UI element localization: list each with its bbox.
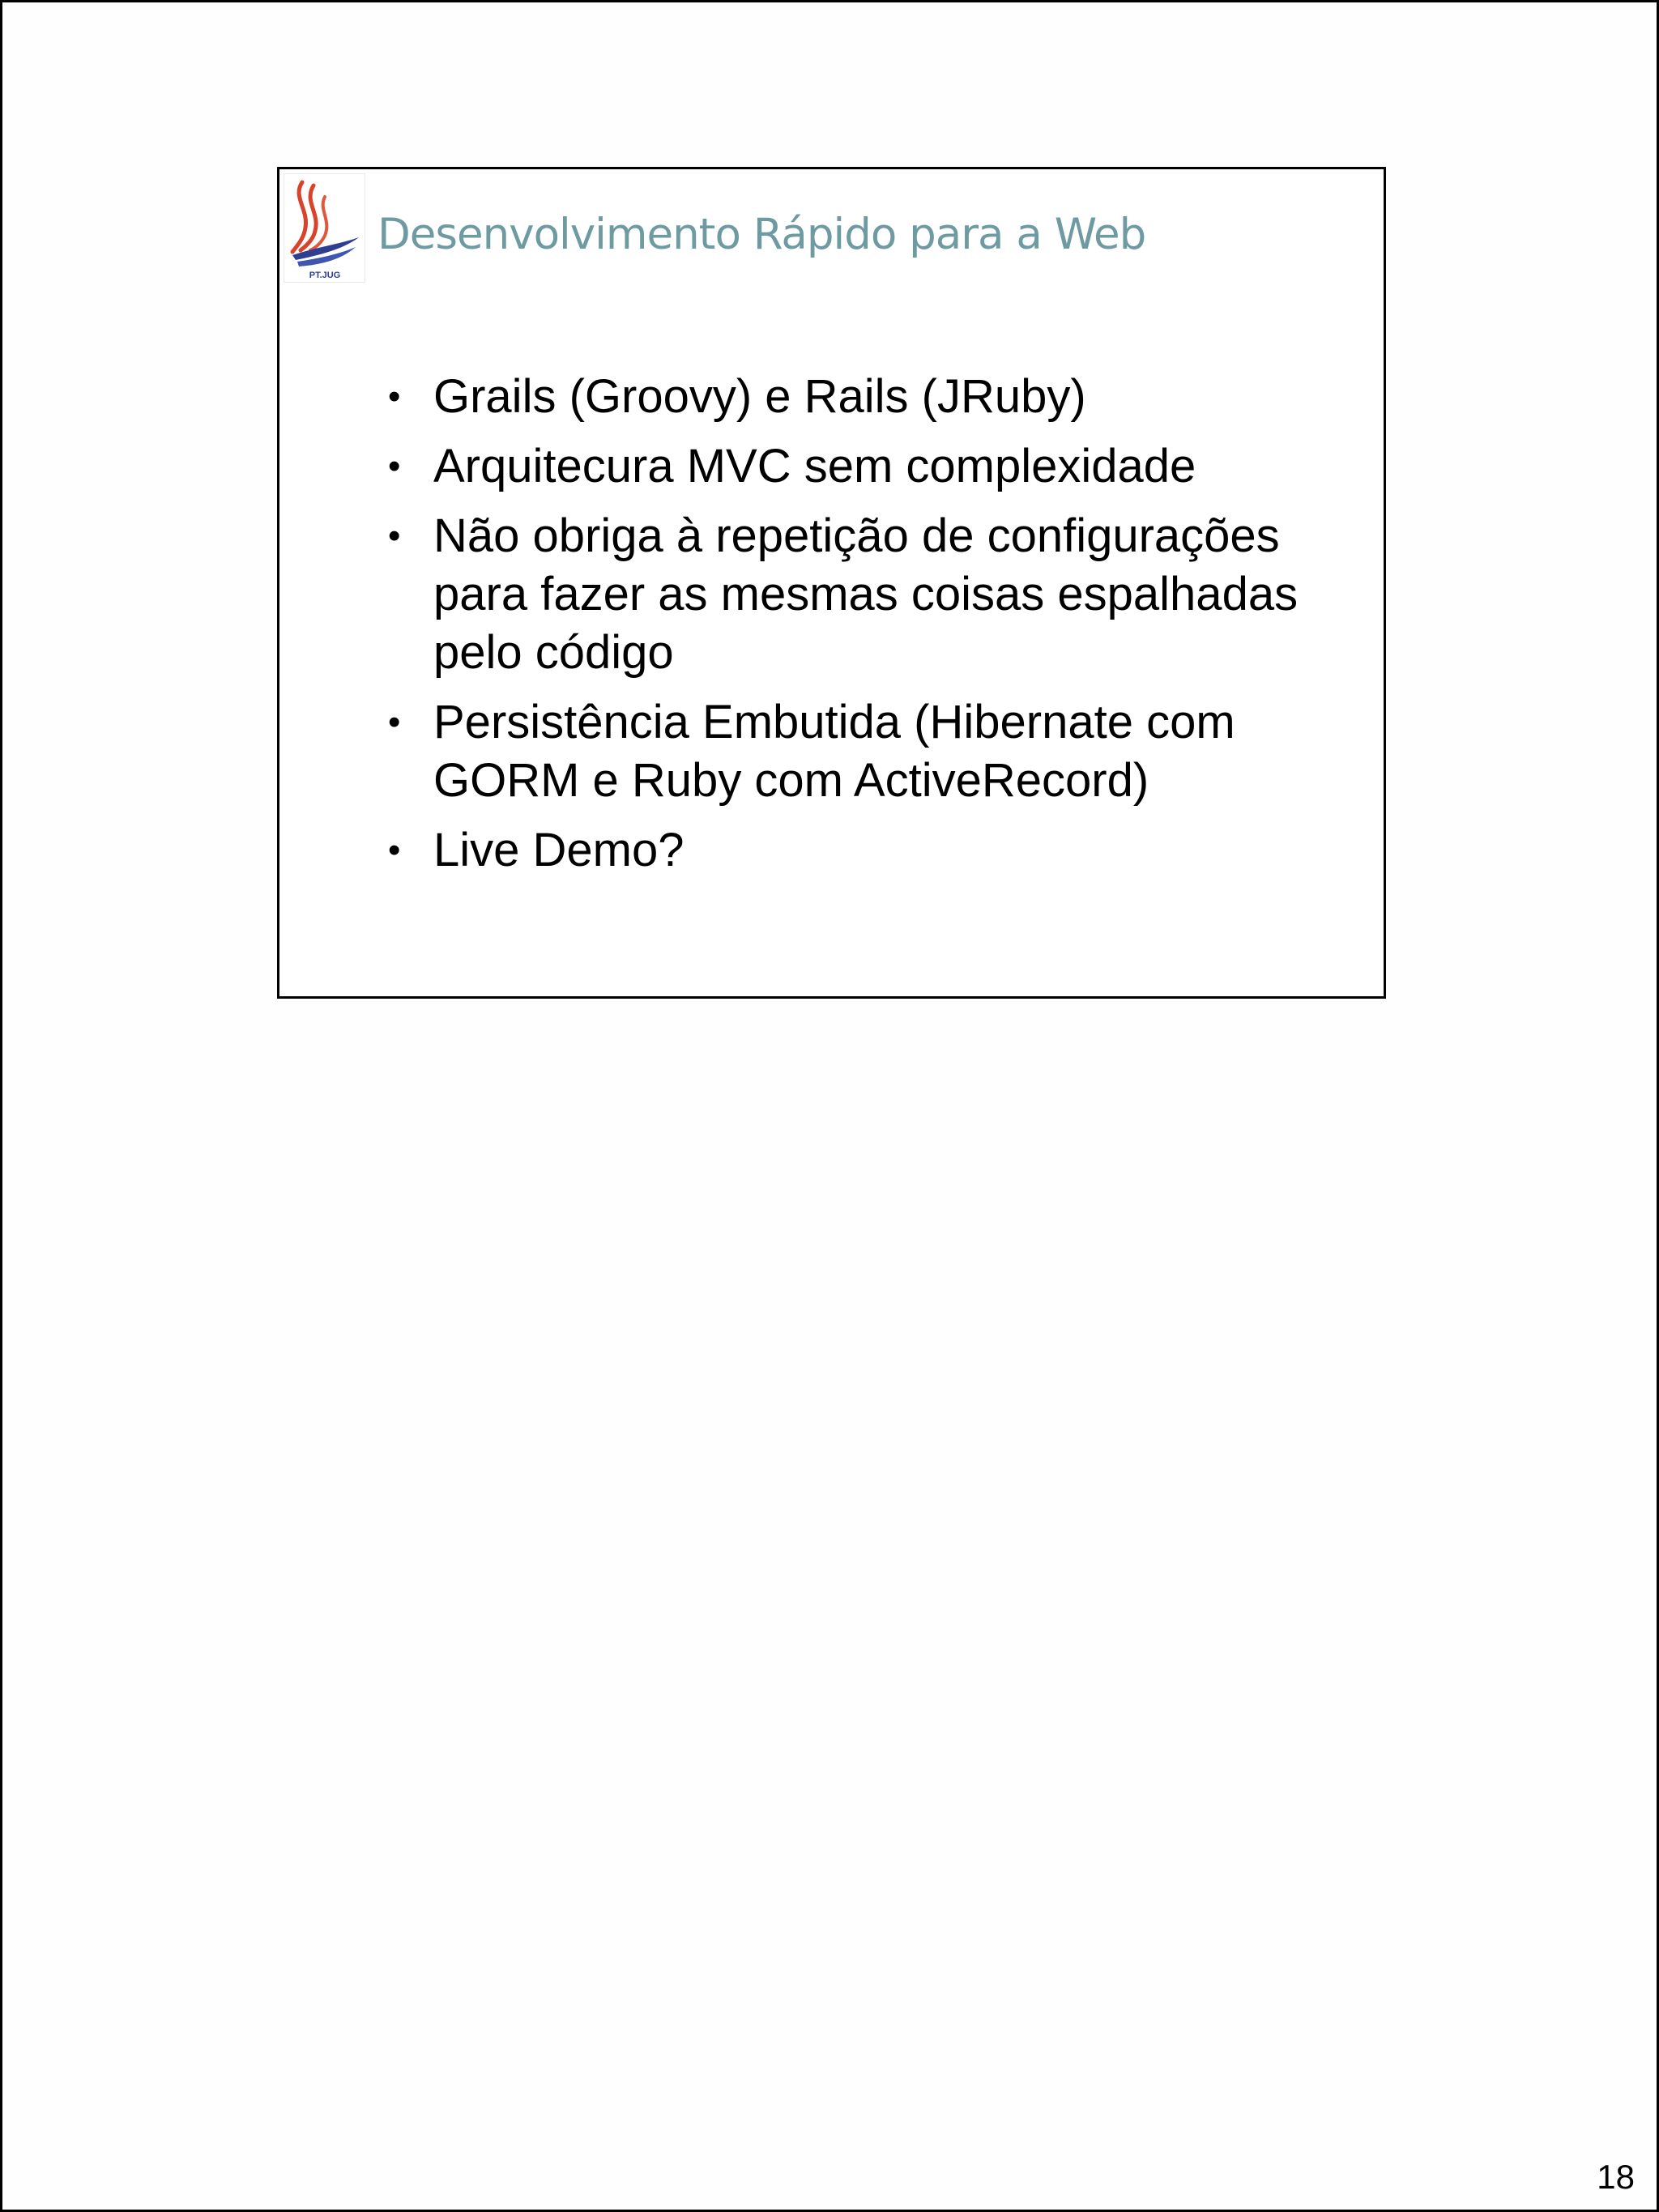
bullet-icon: • <box>388 516 401 556</box>
page-number: 18 <box>1597 2158 1635 2196</box>
bullet-text: Arquitecura MVC sem complexidade <box>433 440 1196 492</box>
bullet-text: Grails (Groovy) e Rails (JRuby) <box>433 370 1086 423</box>
flame-wave-logo-icon <box>284 174 366 283</box>
bullet-icon: • <box>388 377 401 416</box>
bullet-item <box>388 437 1360 496</box>
bullet-icon: • <box>388 446 401 486</box>
bullet-item <box>388 821 1360 880</box>
bullet-text: Live Demo? <box>433 824 684 876</box>
bullet-icon: • <box>388 830 401 870</box>
bullet-item <box>388 368 1360 426</box>
bullet-text: Persistência Embutida (Hibernate com GORM e Ruby com ActiveRecord) <box>433 696 1235 807</box>
slide-thumbnail <box>277 167 1386 999</box>
bullet-item <box>388 693 1360 810</box>
bullet-list <box>388 368 1360 891</box>
logo-label: PT.JUG <box>309 271 341 280</box>
bullet-item <box>388 507 1360 682</box>
slide-title: Desenvolvimento Rápido para a Web <box>377 210 1146 259</box>
bullet-text: Não obriga à repetição de configurações para fazer as mesmas coisas espalhadas pelo código <box>433 509 1299 679</box>
bullet-icon: • <box>388 702 401 742</box>
ptjug-logo <box>284 173 365 283</box>
